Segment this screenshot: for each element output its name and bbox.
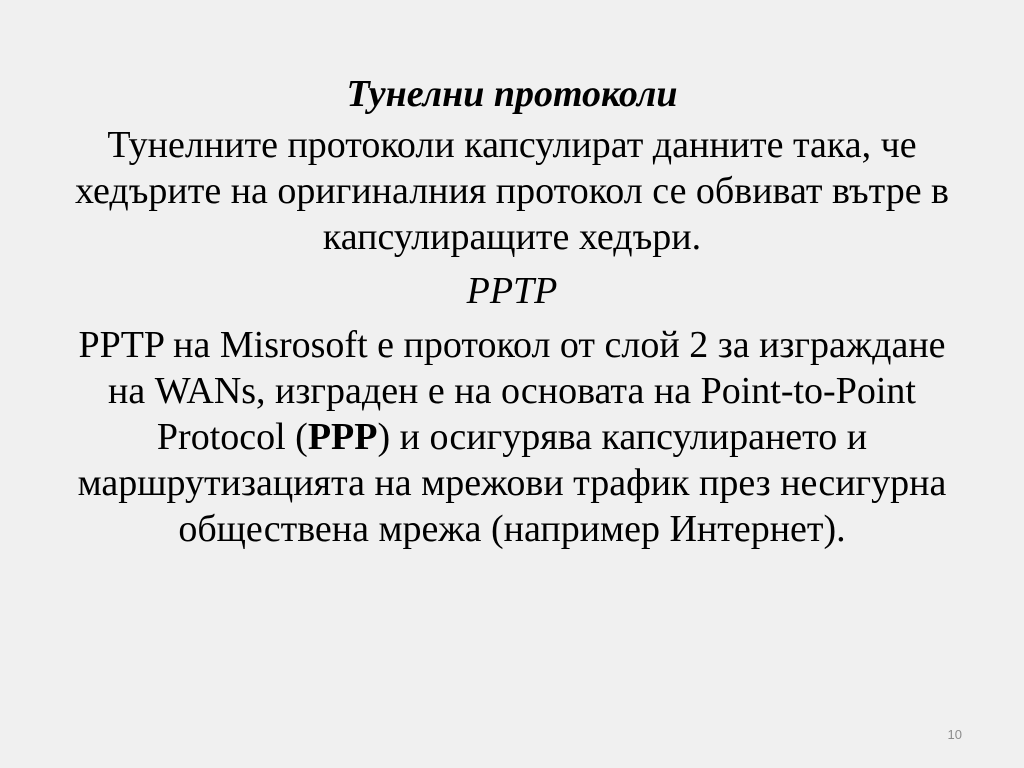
slide-content: [60, 68, 964, 560]
paragraph-pptp-text-end: ) и осигурява капсулирането и маршрутизацията на мрежови трафик през несигурна обществена мрежа (например Интернет).: [77, 416, 947, 550]
slide-subheading: PPTP: [466, 270, 558, 312]
page-number: 10: [947, 727, 962, 742]
paragraph-pptp: [60, 322, 964, 552]
paragraph-tunnel-protocols: Тунелните протоколи капсулират данните така, че хедърите на оригиналния протокол се обвиват вътре в капсулиращите хедъри.: [74, 124, 950, 258]
slide-heading: Тунелни протоколи: [346, 73, 678, 115]
paragraph-pptp-text-start: PPTP на Misrosoft е протокол от слой 2 за изграждане на WANs, изграден е на основата на Point-to-Point Protocol (: [78, 324, 946, 458]
ppp-bold-term: PPP: [307, 416, 378, 458]
